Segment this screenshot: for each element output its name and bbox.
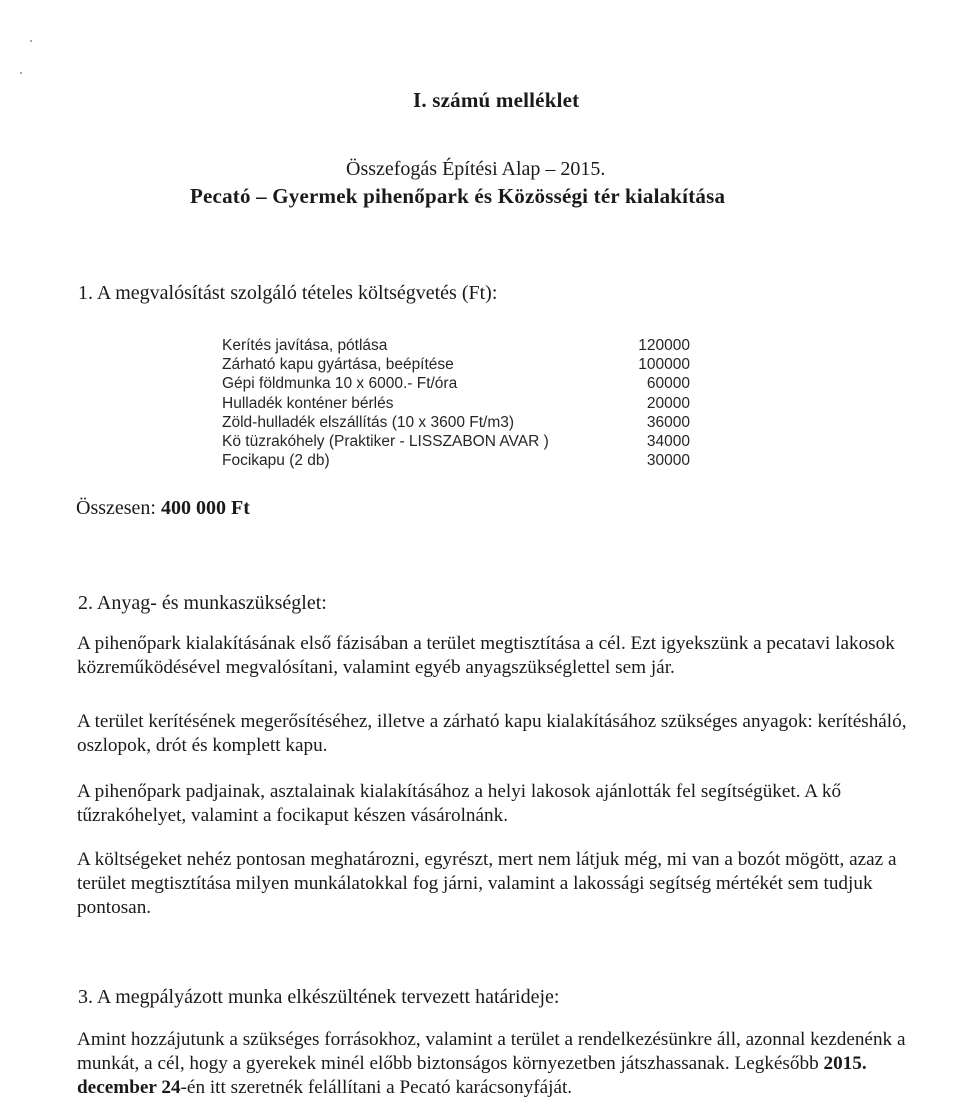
- scan-speck: [20, 72, 22, 74]
- deadline-paragraph-start: Amint hozzájutunk a szükséges forrásokhoz, valamint a terület a rendelkezésünkre áll, azonnal kezdenénk a munkát, a cél, hogy a gyerekek minél előbb biztonságos környezetben játszhassanak. Legkésőbb: [77, 1029, 906, 1074]
- document-subtitle: Összefogás Építési Alap – 2015.: [346, 158, 606, 180]
- budget-item-label: Kerítés javítása, pótlása: [222, 337, 388, 354]
- budget-row: [222, 432, 690, 451]
- section-1-heading: 1. A megvalósítást szolgáló tételes költségvetés (Ft):: [78, 282, 498, 304]
- budget-total-label: Összesen:: [76, 497, 161, 519]
- annex-title: I. számú melléklet: [413, 88, 580, 112]
- budget-item-amount: 30000: [646, 452, 690, 470]
- budget-item-amount: 60000: [646, 375, 690, 393]
- budget-item-amount: 100000: [638, 356, 690, 374]
- paragraph: A költségeket nehéz pontosan meghatározni, egyrészt, mert nem látjuk még, mi van a bozót mögött, azaz a terület megtisztítása milyen munkálatokkal fog járni, valamint a lakossági segítség mértékét sem tudjuk pontosan.: [77, 849, 897, 918]
- budget-item-label: Zárható kapu gyártása, beépítése: [222, 356, 454, 374]
- scan-speck: [30, 40, 32, 42]
- section-2-heading: 2. Anyag- és munkaszükséglet:: [78, 592, 327, 614]
- paragraph: A terület kerítésének megerősítéséhez, illetve a zárható kapu kialakításához szükséges anyagok: kerítésháló, oszlopok, drót és komplett kapu.: [77, 711, 907, 756]
- budget-total-value: 400 000 Ft: [160, 497, 250, 519]
- budget-row: [222, 413, 690, 432]
- deadline-paragraph: [77, 1028, 907, 1100]
- budget-total: [76, 497, 250, 520]
- budget-row: [222, 336, 690, 355]
- section-3-heading: 3. A megpályázott munka elkészültének tervezett határideje:: [78, 986, 560, 1008]
- budget-item-label: Kö tüzrakóhely (Praktiker - LISSZABON AVAR ): [222, 432, 549, 450]
- paragraph: A pihenőpark padjainak, asztalainak kialakításához a helyi lakosok ajánlották fel segítségüket. A kő tűzrakóhelyet, valamint a focikaput készen vásárolnánk.: [77, 781, 842, 826]
- budget-table: [222, 336, 690, 470]
- budget-item-label: Hulladék konténer bérlés: [222, 394, 394, 412]
- budget-item-label: Focikapu (2 db): [222, 452, 330, 470]
- budget-row: [222, 394, 690, 413]
- budget-item-amount: 20000: [646, 394, 690, 412]
- deadline-date: 2015. december 24: [77, 1053, 867, 1098]
- paragraph: A pihenőpark kialakításának első fázisában a terület megtisztítása a cél. Ezt igyekszünk a pecatavi lakosok közreműködésével megvalósítani, valamint egyéb anyagszükséglettel sem jár.: [77, 633, 895, 678]
- budget-item-amount: 120000: [638, 337, 690, 354]
- deadline-paragraph-end: -én itt szeretnék felállítani a Pecató karácsonyfáját.: [180, 1077, 573, 1098]
- budget-item-label: Gépi földmunka 10 x 6000.- Ft/óra: [222, 375, 458, 393]
- document-title: Pecató – Gyermek pihenőpark és Közösségi tér kialakítása: [190, 184, 726, 208]
- budget-row: [222, 374, 690, 393]
- budget-row: [222, 451, 690, 470]
- budget-row: [222, 355, 690, 374]
- budget-item-label: Zöld-hulladék elszállítás (10 x 3600 Ft/m3): [222, 413, 515, 431]
- budget-item-amount: 36000: [646, 413, 690, 431]
- budget-item-amount: 34000: [646, 432, 690, 450]
